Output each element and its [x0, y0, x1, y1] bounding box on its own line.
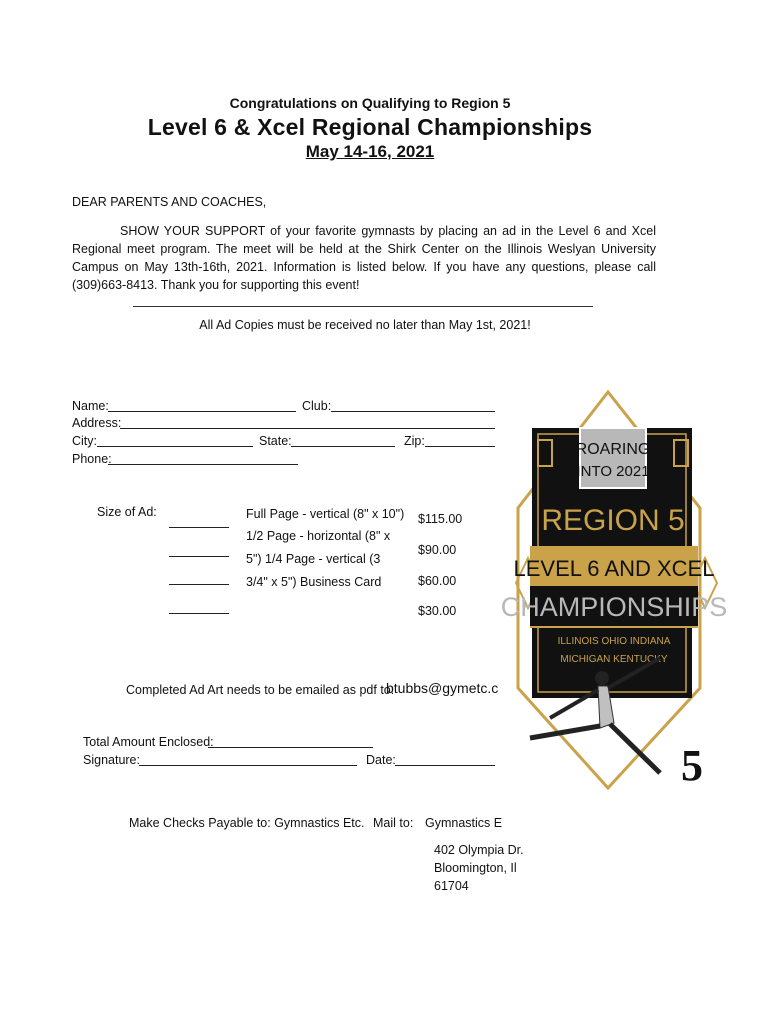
greeting: DEAR PARENTS AND COACHES, — [72, 195, 267, 209]
phone-field[interactable] — [108, 452, 298, 465]
mail-city: Bloomington, Il — [434, 861, 517, 875]
logo-side-number: 5 — [681, 741, 703, 790]
club-label: Club: — [302, 399, 332, 413]
address-label: Address: — [72, 416, 122, 430]
ad-price: $60.00 — [418, 574, 457, 588]
logo-line3: REGION 5 — [541, 504, 685, 537]
region5-logo — [500, 388, 728, 798]
ad-size-label: Size of Ad: — [97, 505, 157, 519]
logo-line7: MICHIGAN KENTUCKY — [560, 654, 668, 665]
date-field[interactable] — [395, 753, 495, 766]
ad-size-choice-1[interactable] — [169, 527, 229, 528]
ad-option-line: 5") 1/4 Page - vertical (3 — [246, 552, 381, 566]
divider — [133, 306, 593, 307]
state-label: State: — [259, 434, 292, 448]
email-instructions: Completed Ad Art needs to be emailed as pdf to: — [126, 683, 395, 697]
checks-payable: Make Checks Payable to: Gymnastics Etc. — [129, 816, 365, 830]
total-field[interactable] — [208, 735, 373, 748]
ad-option-line: 3/4" x 5") Business Card — [246, 575, 382, 589]
address-field[interactable] — [120, 416, 495, 429]
name-field[interactable] — [108, 399, 296, 412]
ad-price: $90.00 — [418, 543, 457, 557]
city-field[interactable] — [97, 434, 253, 447]
phone-label: Phone: — [72, 452, 112, 466]
name-label: Name: — [72, 399, 109, 413]
city-label: City: — [72, 434, 97, 448]
email-address: btubbs@gymetc.c — [386, 680, 499, 696]
ad-option-line: 1/2 Page - horizontal (8" x — [246, 529, 391, 543]
header-subtitle: Congratulations on Qualifying to Region 5 — [229, 95, 511, 111]
mail-zip: 61704 — [434, 879, 469, 893]
ad-price: $30.00 — [418, 604, 457, 618]
logo-line4: LEVEL 6 AND XCEL — [513, 556, 715, 581]
mail-recipient: Gymnastics E — [425, 816, 503, 830]
letter-body — [72, 222, 656, 294]
ad-price: $115.00 — [418, 512, 463, 526]
zip-field[interactable] — [425, 434, 495, 447]
logo-line2: INTO 2021 — [576, 463, 650, 480]
ad-size-choice-2[interactable] — [169, 556, 229, 557]
logo-line6: ILLINOIS OHIO INDIANA — [557, 636, 671, 647]
mail-label: Mail to: — [373, 816, 414, 830]
logo-line5: CHAMPIONSHIPS — [500, 592, 728, 622]
letter-body-text: SHOW YOUR SUPPORT of your favorite gymnasts by placing an ad in the Level 6 and Xcel Regional meet program. The meet will be held at the Shirk Center on the Illinois Weslyan University Campus on May 13th-16th, 2021. Information is listed below. If you have any questions, please call (309)663-8413. Thank you for supporting this event! — [72, 224, 656, 292]
signature-label: Signature: — [83, 753, 140, 767]
signature-field[interactable] — [139, 753, 357, 766]
ad-size-choice-3[interactable] — [169, 584, 229, 585]
zip-label: Zip: — [404, 434, 425, 448]
club-field[interactable] — [331, 399, 495, 412]
document-title: Level 6 & Xcel Regional Championships — [147, 114, 593, 140]
date-label: Date: — [366, 753, 396, 767]
ad-option-line: Full Page - vertical (8" x 10") — [246, 507, 405, 521]
ad-size-choice-4[interactable] — [169, 613, 229, 614]
total-label: Total Amount Enclosed: — [83, 735, 214, 749]
logo-line1: ROARING — [575, 441, 651, 458]
event-date: May 14-16, 2021 — [305, 142, 435, 161]
mail-street: 402 Olympia Dr. — [434, 843, 524, 857]
deadline-notice: All Ad Copies must be received no later than May 1st, 2021! — [199, 318, 531, 332]
state-field[interactable] — [291, 434, 395, 447]
